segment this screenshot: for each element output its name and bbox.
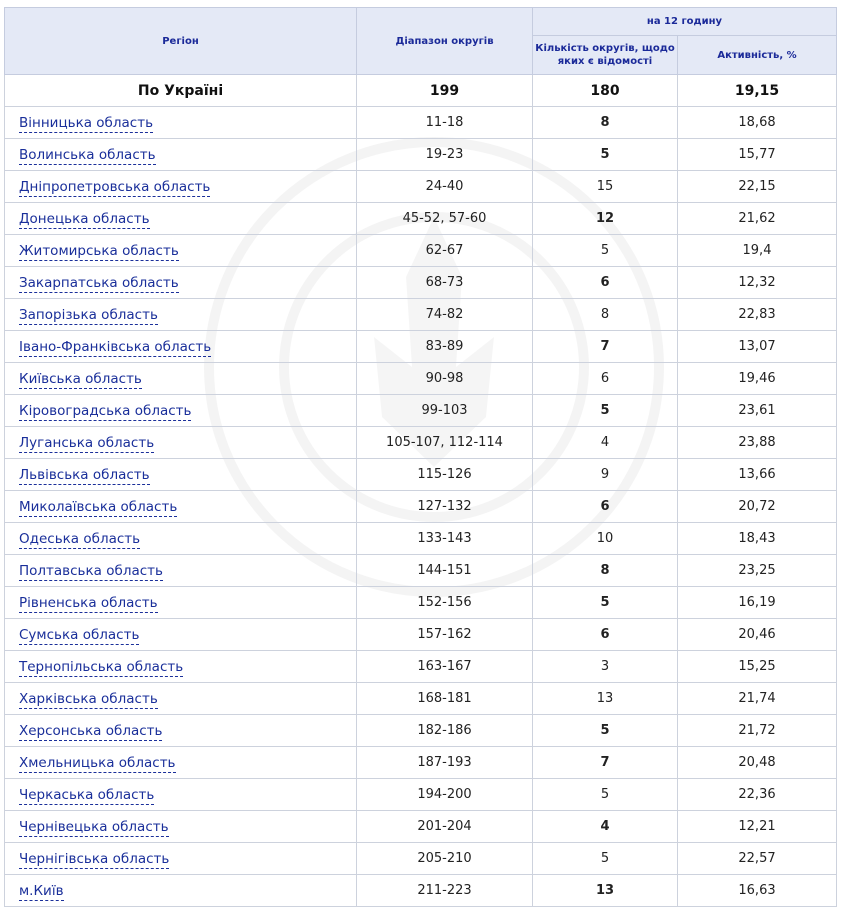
- region-cell: [5, 235, 357, 267]
- table-row: [5, 459, 837, 491]
- count-cell: 8: [533, 299, 678, 331]
- table-row: [5, 139, 837, 171]
- region-cell: [5, 491, 357, 523]
- activity-cell: 23,88: [678, 427, 837, 459]
- range-cell: 127-132: [357, 491, 533, 523]
- activity-cell: 23,61: [678, 395, 837, 427]
- activity-cell: 19,46: [678, 363, 837, 395]
- table-row: [5, 235, 837, 267]
- table-row: [5, 683, 837, 715]
- activity-cell: 22,83: [678, 299, 837, 331]
- activity-cell: 21,62: [678, 203, 837, 235]
- region-link[interactable]: Кіровоградська область: [19, 402, 192, 419]
- table-row: [5, 427, 837, 459]
- activity-cell: 16,19: [678, 587, 837, 619]
- region-cell: [5, 299, 357, 331]
- count-cell: 10: [533, 523, 678, 555]
- count-cell: 5: [533, 235, 678, 267]
- results-table-container: [4, 7, 836, 907]
- region-link[interactable]: Запорізька область: [19, 306, 158, 323]
- count-cell: 6: [533, 619, 678, 651]
- region-cell: [5, 587, 357, 619]
- region-link[interactable]: Чернігівська область: [19, 850, 170, 867]
- region-link[interactable]: Донецька область: [19, 210, 150, 227]
- region-link[interactable]: Вінницька область: [19, 114, 154, 131]
- count-cell: 4: [533, 811, 678, 843]
- region-link[interactable]: Одеська область: [19, 530, 141, 547]
- activity-cell: 23,25: [678, 555, 837, 587]
- table-row: [5, 363, 837, 395]
- count-cell: 7: [533, 331, 678, 363]
- activity-cell: 12,32: [678, 267, 837, 299]
- table-row: [5, 395, 837, 427]
- table-row: [5, 523, 837, 555]
- activity-cell: 13,66: [678, 459, 837, 491]
- range-cell: 83-89: [357, 331, 533, 363]
- count-cell: 8: [533, 555, 678, 587]
- table-row: [5, 811, 837, 843]
- region-cell: [5, 523, 357, 555]
- total-count: 180: [533, 75, 678, 107]
- region-cell: [5, 459, 357, 491]
- range-cell: 163-167: [357, 651, 533, 683]
- range-cell: 182-186: [357, 715, 533, 747]
- range-cell: 168-181: [357, 683, 533, 715]
- count-cell: 7: [533, 747, 678, 779]
- range-cell: 144-151: [357, 555, 533, 587]
- header-time-group: на 12 годину: [533, 8, 837, 36]
- table-row: [5, 299, 837, 331]
- header-activity: Активність, %: [678, 36, 837, 75]
- count-cell: 5: [533, 395, 678, 427]
- table-row: [5, 203, 837, 235]
- activity-cell: 19,4: [678, 235, 837, 267]
- region-link[interactable]: Херсонська область: [19, 722, 163, 739]
- count-cell: 6: [533, 363, 678, 395]
- region-cell: [5, 427, 357, 459]
- table-row: [5, 171, 837, 203]
- activity-cell: 22,36: [678, 779, 837, 811]
- total-region: По Україні: [5, 75, 357, 107]
- region-cell: [5, 843, 357, 875]
- table-row: [5, 267, 837, 299]
- region-cell: [5, 811, 357, 843]
- table-row: [5, 587, 837, 619]
- count-cell: 6: [533, 267, 678, 299]
- range-cell: 68-73: [357, 267, 533, 299]
- region-cell: [5, 139, 357, 171]
- region-link[interactable]: Дніпропетровська область: [19, 178, 211, 195]
- activity-cell: 18,43: [678, 523, 837, 555]
- region-link[interactable]: Закарпатська область: [19, 274, 179, 291]
- range-cell: 201-204: [357, 811, 533, 843]
- count-cell: 15: [533, 171, 678, 203]
- range-cell: 105-107, 112-114: [357, 427, 533, 459]
- activity-cell: 18,68: [678, 107, 837, 139]
- activity-cell: 13,07: [678, 331, 837, 363]
- region-cell: [5, 171, 357, 203]
- region-cell: [5, 331, 357, 363]
- count-cell: 6: [533, 491, 678, 523]
- count-cell: 5: [533, 715, 678, 747]
- region-link[interactable]: Харківська область: [19, 690, 158, 707]
- region-cell: [5, 395, 357, 427]
- activity-cell: 15,77: [678, 139, 837, 171]
- activity-cell: 20,46: [678, 619, 837, 651]
- region-link[interactable]: Волинська область: [19, 146, 156, 163]
- region-cell: [5, 267, 357, 299]
- header-count: Кількість округів, щодо яких є відомості: [533, 36, 678, 75]
- activity-cell: 15,25: [678, 651, 837, 683]
- header-region: Регіон: [5, 8, 357, 75]
- table-row: [5, 555, 837, 587]
- region-cell: [5, 683, 357, 715]
- region-link[interactable]: Сумська область: [19, 626, 140, 643]
- range-cell: 90-98: [357, 363, 533, 395]
- range-cell: 115-126: [357, 459, 533, 491]
- region-link[interactable]: Черкаська область: [19, 786, 155, 803]
- range-cell: 24-40: [357, 171, 533, 203]
- range-cell: 19-23: [357, 139, 533, 171]
- table-row: [5, 619, 837, 651]
- header-range: Діапазон округів: [357, 8, 533, 75]
- region-cell: [5, 363, 357, 395]
- count-cell: 13: [533, 683, 678, 715]
- range-cell: 211-223: [357, 875, 533, 907]
- region-link[interactable]: Полтавська область: [19, 562, 163, 579]
- region-cell: [5, 555, 357, 587]
- total-row: [5, 75, 837, 107]
- region-cell: [5, 107, 357, 139]
- region-link[interactable]: Луганська область: [19, 434, 155, 451]
- region-link[interactable]: Житомирська область: [19, 242, 179, 259]
- count-cell: 5: [533, 139, 678, 171]
- count-cell: 8: [533, 107, 678, 139]
- region-link[interactable]: Тернопільська область: [19, 658, 184, 675]
- activity-cell: 12,21: [678, 811, 837, 843]
- activity-cell: 21,74: [678, 683, 837, 715]
- range-cell: 11-18: [357, 107, 533, 139]
- range-cell: 157-162: [357, 619, 533, 651]
- range-cell: 99-103: [357, 395, 533, 427]
- count-cell: 5: [533, 843, 678, 875]
- range-cell: 74-82: [357, 299, 533, 331]
- range-cell: 62-67: [357, 235, 533, 267]
- range-cell: 152-156: [357, 587, 533, 619]
- activity-cell: 16,63: [678, 875, 837, 907]
- table-row: [5, 107, 837, 139]
- range-cell: 133-143: [357, 523, 533, 555]
- activity-cell: 20,72: [678, 491, 837, 523]
- count-cell: 5: [533, 587, 678, 619]
- region-link[interactable]: м.Київ: [19, 882, 64, 899]
- table-row: [5, 715, 837, 747]
- count-cell: 3: [533, 651, 678, 683]
- turnout-table: [4, 7, 837, 907]
- region-cell: [5, 203, 357, 235]
- region-link[interactable]: Чернівецька область: [19, 818, 169, 835]
- region-cell: [5, 651, 357, 683]
- count-cell: 12: [533, 203, 678, 235]
- region-cell: [5, 779, 357, 811]
- table-row: [5, 875, 837, 907]
- count-cell: 5: [533, 779, 678, 811]
- activity-cell: 22,57: [678, 843, 837, 875]
- range-cell: 205-210: [357, 843, 533, 875]
- region-cell: [5, 747, 357, 779]
- count-cell: 9: [533, 459, 678, 491]
- region-link[interactable]: Київська область: [19, 370, 142, 387]
- range-cell: 187-193: [357, 747, 533, 779]
- table-row: [5, 747, 837, 779]
- activity-cell: 21,72: [678, 715, 837, 747]
- table-row: [5, 651, 837, 683]
- count-cell: 13: [533, 875, 678, 907]
- count-cell: 4: [533, 427, 678, 459]
- region-cell: [5, 715, 357, 747]
- region-link[interactable]: Рівненська область: [19, 594, 158, 611]
- table-row: [5, 331, 837, 363]
- activity-cell: 20,48: [678, 747, 837, 779]
- region-cell: [5, 875, 357, 907]
- activity-cell: 22,15: [678, 171, 837, 203]
- table-row: [5, 779, 837, 811]
- range-cell: 194-200: [357, 779, 533, 811]
- region-link[interactable]: Львівська область: [19, 466, 150, 483]
- region-link[interactable]: Хмельницька область: [19, 754, 176, 771]
- region-cell: [5, 619, 357, 651]
- region-link[interactable]: Миколаївська область: [19, 498, 178, 515]
- range-cell: 45-52, 57-60: [357, 203, 533, 235]
- total-activity: 19,15: [678, 75, 837, 107]
- table-row: [5, 491, 837, 523]
- table-row: [5, 843, 837, 875]
- total-range: 199: [357, 75, 533, 107]
- region-link[interactable]: Івано-Франківська область: [19, 338, 212, 355]
